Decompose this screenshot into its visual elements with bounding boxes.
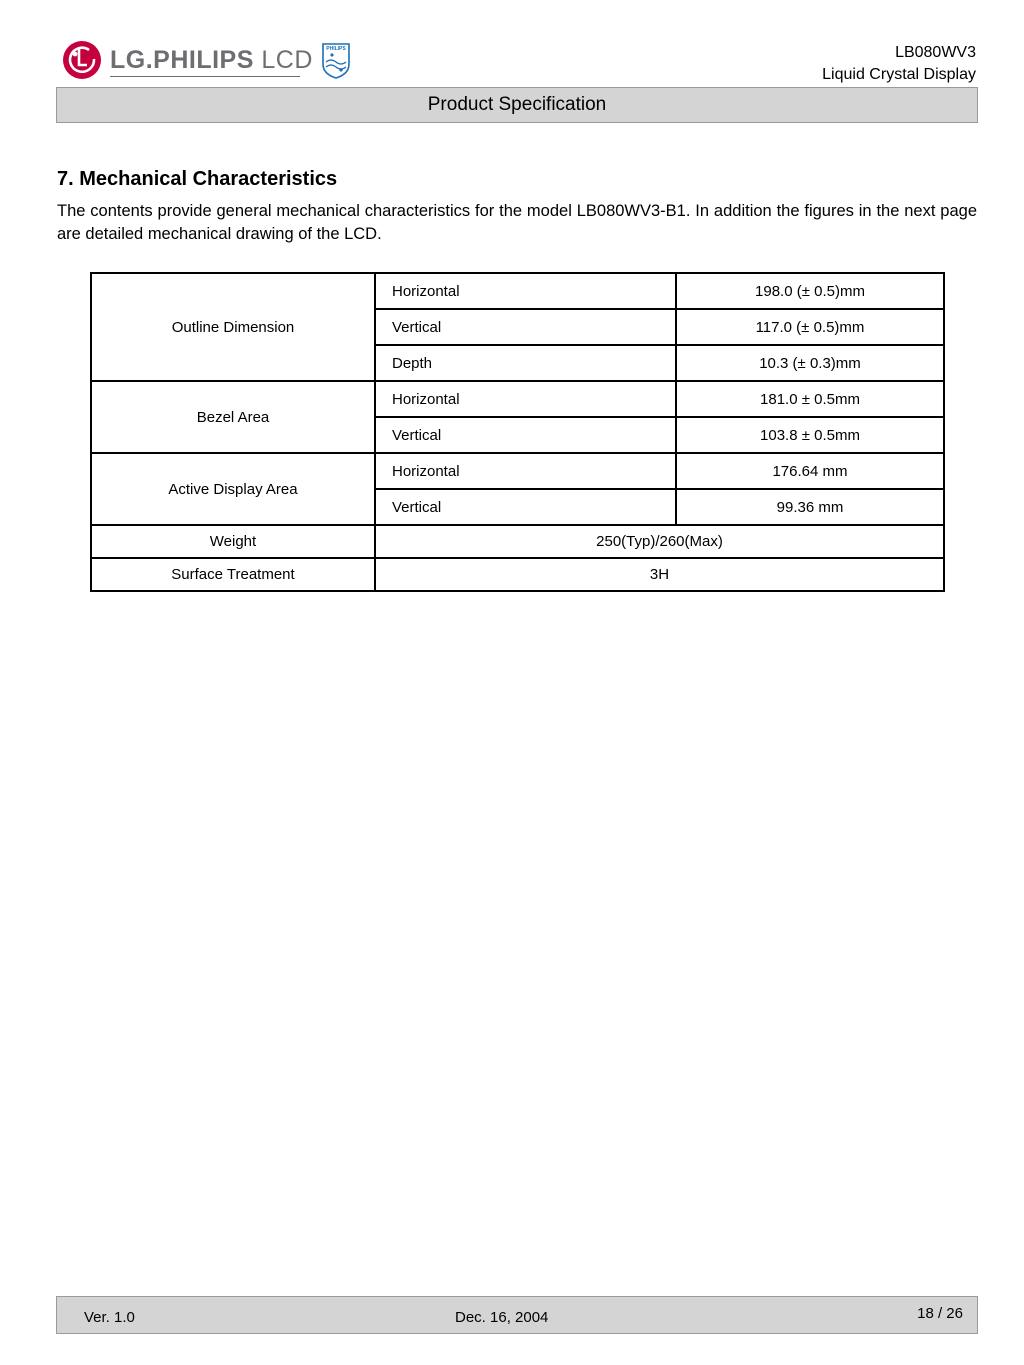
section-title: 7. Mechanical Characteristics bbox=[57, 168, 338, 190]
model-number: LB080WV3 bbox=[895, 44, 976, 61]
dimension-label: Vertical bbox=[375, 309, 676, 345]
logo-wordmark bbox=[110, 46, 313, 75]
dimension-value: 117.0 (± 0.5)mm bbox=[676, 309, 944, 345]
logo-suffix: LCD bbox=[261, 45, 313, 74]
surface-value: 3H bbox=[375, 558, 944, 591]
weight-value: 250(Typ)/260(Max) bbox=[375, 525, 944, 558]
logo-badge: PHILIPS bbox=[326, 46, 346, 52]
dimension-label: Horizontal bbox=[375, 381, 676, 417]
table-row bbox=[91, 558, 944, 591]
group-label-active: Active Display Area bbox=[91, 453, 375, 525]
dimension-label: Horizontal bbox=[375, 273, 676, 309]
philips-shield-icon bbox=[321, 40, 351, 80]
group-label-surface: Surface Treatment bbox=[91, 558, 375, 591]
page-footer bbox=[56, 1296, 978, 1334]
group-label-outline: Outline Dimension bbox=[91, 273, 375, 381]
dimension-label: Horizontal bbox=[375, 453, 676, 489]
product-type: Liquid Crystal Display bbox=[822, 66, 976, 83]
table-row bbox=[91, 453, 944, 489]
page-number: 18 / 26 bbox=[917, 1305, 963, 1322]
dimension-value: 103.8 ± 0.5mm bbox=[676, 417, 944, 453]
table-row bbox=[91, 381, 944, 417]
dimension-value: 10.3 (± 0.3)mm bbox=[676, 345, 944, 381]
dimension-label: Vertical bbox=[375, 489, 676, 525]
document-id bbox=[822, 42, 976, 86]
group-label-weight: Weight bbox=[91, 525, 375, 558]
dimension-label: Vertical bbox=[375, 417, 676, 453]
mechanical-spec-table bbox=[90, 272, 945, 592]
lg-face-icon bbox=[62, 40, 102, 80]
dimension-value: 99.36 mm bbox=[676, 489, 944, 525]
dimension-value: 176.64 mm bbox=[676, 453, 944, 489]
company-logo bbox=[62, 38, 351, 82]
product-spec-banner: Product Specification bbox=[56, 87, 978, 123]
date-label: Dec. 16, 2004 bbox=[455, 1309, 549, 1326]
dimension-value: 181.0 ± 0.5mm bbox=[676, 381, 944, 417]
version-label: Ver. 1.0 bbox=[84, 1309, 135, 1326]
dimension-value: 198.0 (± 0.5)mm bbox=[676, 273, 944, 309]
table-row bbox=[91, 525, 944, 558]
group-label-bezel: Bezel Area bbox=[91, 381, 375, 453]
table-row bbox=[91, 273, 944, 309]
dimension-label: Depth bbox=[375, 345, 676, 381]
logo-underline bbox=[110, 76, 300, 77]
section-intro: The contents provide general mechanical characteristics for the model LB080WV3-B1. In addition the figures in the next page are detailed mechanical drawing of the LCD. bbox=[57, 202, 977, 243]
logo-brand: LG.PHILIPS bbox=[110, 45, 254, 74]
